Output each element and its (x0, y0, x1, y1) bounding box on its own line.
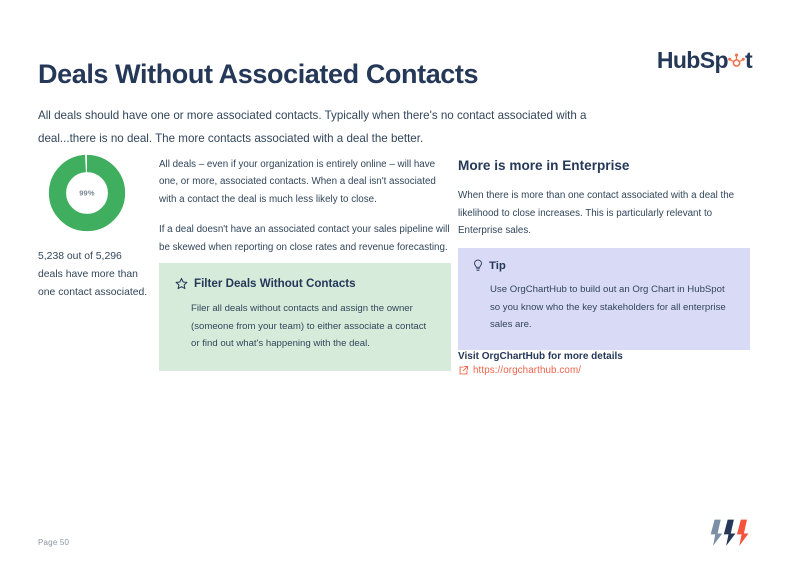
hubspot-logo-text-left: HubSp (656, 46, 728, 73)
hubspot-logo (657, 46, 752, 74)
right-section-heading: More is more in Enterprise (458, 158, 630, 173)
intro-paragraph: All deals should have one or more associated contacts. Typically when there's no contact associated with a deal...there is no deal. The more contacts associated with a deal the better. (38, 108, 587, 146)
middle-column (159, 156, 451, 256)
visit-link-row[interactable] (458, 365, 750, 376)
star-icon (175, 277, 188, 290)
page-number: Page 50 (38, 538, 70, 547)
tip-body: Use OrgChartHub to build out an Org Chart in HubSpot so you know who the key stakeholders for all enterprise sales are. (490, 284, 726, 331)
filter-deals-callout (159, 263, 451, 371)
middle-paragraph-1: All deals – even if your organization is entirely online – will have one, or more, associated contacts. When a deal isn't associated with a contact the deal is much less likely to close. (159, 159, 436, 205)
hubspot-logo-text-right: t (744, 46, 752, 73)
external-link-icon (458, 365, 469, 376)
orgcharthub-link[interactable]: https://orgcharthub.com/ (473, 365, 582, 376)
tip-heading-row (472, 259, 734, 272)
right-paragraph: When there is more than one contact associated with a deal the likelihood to close increases. This is particularly relevant to Enterprise sales. (458, 190, 735, 237)
orgcharthub-logo (702, 515, 758, 549)
right-column (458, 158, 750, 240)
page-title: Deals Without Associated Contacts (38, 59, 479, 90)
visit-block (458, 351, 750, 376)
tip-title: Tip (489, 259, 506, 272)
middle-paragraph-2: If a deal doesn't have an associated contact your sales pipeline will be skewed when reporting on close rates and revenue forecasting. (159, 224, 450, 253)
callout-title: Filter Deals Without Contacts (194, 277, 356, 290)
lightbulb-icon (472, 259, 484, 272)
tip-callout (458, 248, 750, 350)
callout-body: Filer all deals without contacts and assign the owner (someone from your team) to either associate a contact or find out what's happening with the deal. (191, 303, 427, 350)
donut-chart (46, 152, 128, 234)
stat-donut-block (38, 152, 148, 302)
hubspot-sprocket-icon (728, 53, 745, 70)
callout-heading-row (175, 277, 435, 290)
visit-label: Visit OrgChartHub for more details (458, 351, 623, 362)
donut-caption: 5,238 out of 5,296 deals have more than one contact associated. (38, 251, 148, 298)
donut-center-value: 99% (79, 188, 95, 198)
